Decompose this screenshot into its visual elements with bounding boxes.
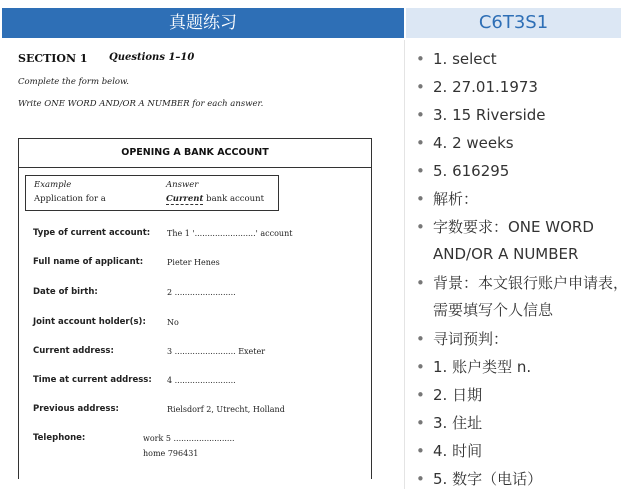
example-label: Example (34, 180, 72, 190)
row-value-1: The 1 '........................' account (167, 229, 293, 238)
row-value-7: Rielsdorf 2, Utrecht, Holland (167, 405, 285, 414)
home-phone: home 796431 (143, 449, 199, 458)
divider (404, 40, 405, 489)
answer-word: Current (166, 194, 204, 204)
example-question: Application for a (34, 194, 106, 204)
row-label-3: Date of birth: (33, 287, 98, 297)
row-label-7: Previous address: (33, 404, 119, 414)
bank-form (18, 138, 372, 479)
row-value-3: 2 ........................ (167, 288, 236, 297)
questions-range: Questions 1–10 (109, 52, 195, 63)
row-value-6: 4 ........................ (167, 376, 236, 385)
instruction-1: Complete the form below. (18, 77, 130, 87)
example-box (25, 175, 279, 211)
left-header: 真题练习 (2, 8, 404, 38)
row-value-8: work 5 ........................ (143, 434, 235, 443)
answer-label: Answer (166, 180, 199, 190)
right-header: C6T3S1 (406, 8, 621, 38)
form-title: OPENING A BANK ACCOUNT (19, 139, 371, 168)
answer-rest: bank account (206, 194, 265, 204)
row-label-1: Type of current account: (33, 228, 151, 238)
row-label-2: Full name of applicant: (33, 257, 144, 267)
row-value-5: 3 ........................ Exeter (167, 347, 266, 356)
row-label-4: Joint account holder(s): (33, 317, 146, 327)
section-title: SECTION 1 (18, 52, 88, 65)
row-label-6: Time at current address: (33, 375, 152, 385)
instruction-2: Write ONE WORD AND/OR A NUMBER for each answer. (18, 99, 264, 109)
row-value-2: Pieter Henes (167, 258, 220, 267)
exam-document (2, 40, 404, 489)
row-value-4: No (167, 318, 179, 327)
example-answer (166, 194, 264, 204)
row-label-5: Current address: (33, 346, 114, 356)
row-label-8: Telephone: (33, 433, 86, 443)
